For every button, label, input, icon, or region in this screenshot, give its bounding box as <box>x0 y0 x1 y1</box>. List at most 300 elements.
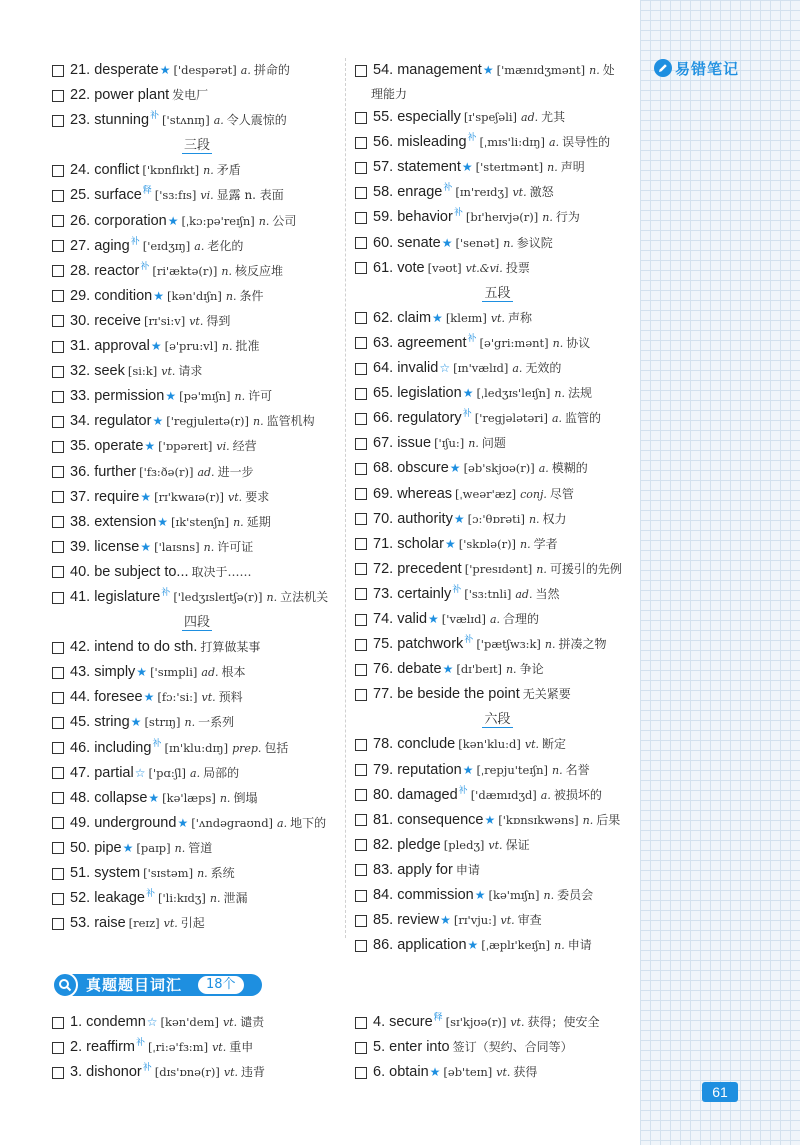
entry-part-of-speech: vt. <box>201 691 216 705</box>
entry-phonetic: ['ɒpəreɪt] <box>158 439 213 454</box>
checkbox-icon <box>52 742 64 754</box>
entry-phonetic: [ˌkɔ:pə'reɪʃn] <box>181 213 255 228</box>
entry-word: collapse <box>94 789 148 806</box>
vocab-entry <box>52 836 342 861</box>
entry-part-of-speech: n. <box>234 390 246 404</box>
entry-word: legislature <box>94 588 161 605</box>
entry-meaning: 激怒 <box>529 185 554 200</box>
real-exam-column-left <box>52 1010 342 1085</box>
entry-number: 29. <box>70 287 91 304</box>
entry-number: 53. <box>70 915 91 932</box>
entry-number: 48. <box>70 789 91 806</box>
entry-word: condemn <box>86 1014 146 1030</box>
vocab-entry <box>355 231 640 256</box>
checkbox-icon <box>52 642 64 654</box>
entry-mark-icon: ★ <box>461 160 473 175</box>
checkbox-icon <box>355 588 367 600</box>
entry-number: 35. <box>70 438 91 455</box>
entry-meaning: 请求 <box>178 364 203 379</box>
entry-part-of-speech: n. <box>174 841 186 855</box>
entry-word: receive <box>94 312 141 329</box>
entry-phonetic: ['kɒnsɪkwəns] <box>498 812 579 827</box>
entry-part-of-speech: n. <box>233 515 244 529</box>
entry-phonetic: ['ɪʃu:] <box>434 436 465 451</box>
entry-meaning: 尤其 <box>541 110 566 125</box>
checkbox-icon <box>52 918 64 930</box>
vocab-entry <box>355 682 640 707</box>
vocab-entry <box>52 409 342 434</box>
checkbox-icon <box>52 893 64 905</box>
entry-phonetic: [əb'skjʊə(r)] <box>463 461 535 476</box>
vocab-entry <box>355 808 640 833</box>
entry-part-of-speech: n. <box>543 889 555 902</box>
entry-number: 86. <box>373 937 394 954</box>
entry-part-of-speech: vt. <box>490 311 505 325</box>
entry-word: management <box>397 62 482 78</box>
entry-mark-icon: 补 <box>146 888 156 899</box>
entry-word: operate <box>94 438 144 455</box>
entry-part-of-speech: n. <box>468 437 479 451</box>
entry-mark-icon: ★ <box>152 414 164 429</box>
entry-part-of-speech: vt. <box>189 314 204 328</box>
checkbox-icon <box>52 391 64 403</box>
entry-word: including <box>94 739 152 756</box>
entry-number: 2. <box>70 1039 83 1056</box>
entry-number: 1. <box>70 1014 83 1030</box>
entry-number: 3. <box>70 1064 83 1081</box>
entry-word: consequence <box>397 811 484 828</box>
entry-number: 41. <box>70 588 91 605</box>
entry-number: 47. <box>70 764 91 781</box>
entry-phonetic: [ɪn'klu:dɪŋ] <box>164 740 229 755</box>
entry-word: intend to do sth. <box>94 639 198 656</box>
entry-part-of-speech: a. <box>240 64 251 77</box>
entry-meaning: 引起 <box>180 916 205 931</box>
entry-number: 39. <box>70 538 91 555</box>
vocab-entry <box>52 359 342 384</box>
entry-number: 71. <box>373 535 394 552</box>
entry-meaning: 预料 <box>218 690 243 705</box>
entry-word: system <box>94 865 141 881</box>
entry-number: 36. <box>70 463 91 480</box>
checkbox-icon <box>52 416 64 428</box>
vocab-entry <box>52 460 342 485</box>
checkbox-icon <box>355 388 367 400</box>
entry-part-of-speech: a. <box>277 816 288 830</box>
entry-phonetic: ['sɜ:fɪs] <box>154 188 197 203</box>
entry-mark-icon: ★ <box>140 539 152 554</box>
entry-number: 77. <box>373 686 394 703</box>
entry-number: 62. <box>373 309 394 326</box>
checkbox-icon <box>355 839 367 851</box>
entry-meaning: 违背 <box>241 1065 266 1080</box>
entry-part-of-speech: ad. <box>521 111 539 125</box>
entry-mark-icon: ★ <box>449 461 461 476</box>
entry-part-of-speech: vt. <box>524 738 539 752</box>
entry-phonetic: ['senət] <box>455 235 500 250</box>
entry-part-of-speech: n. <box>536 562 547 576</box>
vocab-entry <box>355 507 640 532</box>
vocab-entry <box>355 130 640 155</box>
entry-number: 68. <box>373 460 394 477</box>
entry-phonetic: [dɪs'ɒnə(r)] <box>154 1065 220 1080</box>
checkbox-icon <box>355 1042 367 1054</box>
entry-part-of-speech: ad. <box>515 587 533 601</box>
entry-word: power plant <box>94 87 170 104</box>
entry-number: 75. <box>373 636 394 653</box>
entry-number: 30. <box>70 312 91 329</box>
entry-meaning: 显露 n. 表面 <box>216 188 284 203</box>
entry-meaning: 签订（契约、合同等） <box>452 1040 573 1055</box>
vocab-entry <box>52 535 342 560</box>
checkbox-icon <box>355 513 367 525</box>
vocab-entry <box>52 510 342 535</box>
entry-mark-icon: 补 <box>458 784 468 795</box>
entry-mark-icon: ★ <box>444 536 456 551</box>
entry-phonetic: [paɪp] <box>136 840 171 855</box>
entry-number: 51. <box>70 865 91 881</box>
entry-meaning: 管道 <box>188 840 213 855</box>
checkbox-icon <box>355 65 367 77</box>
vocab-entry <box>355 1060 640 1085</box>
entry-word: condition <box>94 287 153 304</box>
entry-part-of-speech: a. <box>190 766 201 780</box>
entry-word: behavior <box>397 209 453 226</box>
entry-word: approval <box>94 338 150 355</box>
entry-word: permission <box>94 388 165 405</box>
entry-mark-icon: 补 <box>142 1062 152 1073</box>
vocab-entry <box>52 761 342 786</box>
vocab-entry <box>355 632 640 657</box>
entry-phonetic: [si:k] <box>127 364 158 379</box>
entry-phonetic: [rɪ'vju:] <box>453 913 497 928</box>
entry-part-of-speech: n. <box>253 415 264 429</box>
entry-part-of-speech: a. <box>489 612 501 626</box>
vocab-entry <box>355 406 640 431</box>
entry-mark-icon: ★ <box>140 489 152 504</box>
entry-part-of-speech: n. <box>266 590 278 604</box>
checkbox-icon <box>52 65 64 77</box>
entry-mark-icon: ★ <box>462 386 474 401</box>
vocab-entry <box>355 356 640 381</box>
entry-word: application <box>397 937 467 954</box>
vocab-entry <box>355 532 640 557</box>
checkbox-icon <box>355 639 367 651</box>
entry-part-of-speech: vt. <box>228 490 243 504</box>
vocab-entry <box>52 83 342 108</box>
entry-mark-icon: ★ <box>442 662 454 677</box>
vocab-entry <box>52 284 342 309</box>
checkbox-icon <box>355 488 367 500</box>
entry-part-of-speech: n. <box>544 638 556 652</box>
checkbox-icon <box>52 315 64 327</box>
magnifier-icon <box>52 972 78 998</box>
vocab-entry <box>52 259 342 284</box>
entry-meaning: 延期 <box>246 514 271 529</box>
entry-mark-icon: ★ <box>130 715 142 730</box>
checkbox-icon <box>355 915 367 927</box>
checkbox-icon <box>355 890 367 902</box>
entry-word: debate <box>397 661 442 678</box>
entry-part-of-speech: vt. <box>161 365 176 379</box>
entry-word: aging <box>94 237 130 254</box>
entry-number: 4. <box>373 1014 386 1030</box>
entry-phonetic: [ɪk'stenʃn] <box>171 514 230 529</box>
entry-number: 57. <box>373 159 394 176</box>
vocab-entry <box>355 883 640 908</box>
entry-meaning: 包括 <box>264 740 289 755</box>
entry-mark-icon: ★ <box>467 938 479 953</box>
entry-phonetic: ['mænɪdʒmənt] <box>496 63 586 77</box>
entry-phonetic: ['ledʒɪsleɪtʃə(r)] <box>173 589 263 604</box>
entry-number: 78. <box>373 736 394 753</box>
entry-number: 43. <box>70 664 91 681</box>
entry-meaning: 模糊的 <box>551 461 588 476</box>
checkbox-icon <box>52 667 64 679</box>
entry-part-of-speech: n. <box>258 214 270 228</box>
checkbox-icon <box>52 1067 64 1079</box>
entry-phonetic: [vəʊt] <box>427 260 462 275</box>
entry-meaning: 获得 <box>513 1065 538 1080</box>
entry-meaning: 无关紧要 <box>522 687 571 702</box>
entry-meaning: 许可 <box>248 389 273 404</box>
entry-mark-icon: ★ <box>167 213 179 228</box>
vocab-entry <box>52 685 342 710</box>
entry-phonetic: ['kɒnflɪkt] <box>142 163 200 178</box>
entry-word: seek <box>94 363 125 380</box>
real-exam-banner <box>52 972 266 998</box>
entry-number: 37. <box>70 488 91 505</box>
section-heading-text: 五段 <box>484 285 511 301</box>
entry-part-of-speech: vt. <box>496 1066 511 1080</box>
entry-number: 49. <box>70 814 91 831</box>
entry-mark-icon: 补 <box>462 408 472 419</box>
entry-meaning: 地下的 <box>290 815 327 830</box>
entry-meaning: 条件 <box>239 288 264 303</box>
entry-word: string <box>94 714 130 731</box>
entry-meaning: 尽管 <box>549 486 574 501</box>
checkbox-icon <box>52 1042 64 1054</box>
entry-part-of-speech: n. <box>589 64 600 77</box>
entry-meaning: 参议院 <box>516 235 553 250</box>
entry-meaning: 令人震惊的 <box>226 113 287 128</box>
entry-part-of-speech: n. <box>542 211 553 225</box>
checkbox-icon <box>355 463 367 475</box>
entry-phonetic: [fɔ:'si:] <box>157 690 198 705</box>
checkbox-icon <box>355 237 367 249</box>
checkbox-icon <box>355 664 367 676</box>
entry-meaning: 保证 <box>505 837 530 852</box>
vocab-entry <box>355 758 640 783</box>
checkbox-icon <box>355 739 367 751</box>
vocab-entry <box>52 710 342 735</box>
entry-part-of-speech: vt. <box>488 838 503 852</box>
entry-meaning: 协议 <box>566 335 591 350</box>
entry-phonetic: [ˌri:ə'fɜ:m] <box>148 1040 209 1055</box>
checkbox-icon <box>355 538 367 550</box>
vocab-entry <box>52 585 342 610</box>
entry-meaning: 权力 <box>542 511 567 526</box>
entry-word: secure <box>389 1014 433 1030</box>
entry-mark-icon: ☆ <box>439 361 451 376</box>
entry-part-of-speech: n. <box>203 164 214 178</box>
entry-meaning: 取决于…… <box>191 564 252 579</box>
entry-word: commission <box>397 887 474 903</box>
checkbox-icon <box>52 265 64 277</box>
entry-mark-icon: 释 <box>142 185 152 196</box>
vocab-entry <box>355 205 640 230</box>
checkbox-icon <box>355 212 367 224</box>
entry-mark-icon: 补 <box>453 207 463 218</box>
entry-number: 63. <box>373 334 394 351</box>
entry-part-of-speech: vt. <box>510 1016 525 1029</box>
entry-part-of-speech: a. <box>540 788 551 802</box>
vocab-entry <box>355 607 640 632</box>
entry-word: damaged <box>397 786 458 803</box>
entry-word: reactor <box>94 262 140 279</box>
entry-meaning: 拼命的 <box>253 63 290 77</box>
note-strip <box>640 0 800 1145</box>
checkbox-icon <box>52 817 64 829</box>
entry-phonetic: [ə'pru:vl] <box>164 339 218 354</box>
entry-number: 27. <box>70 237 91 254</box>
vocab-entry <box>355 331 640 356</box>
entry-phonetic: [ɪn'vælɪd] <box>453 361 509 376</box>
vocab-entry <box>52 309 342 334</box>
entry-meaning: 进一步 <box>217 464 254 479</box>
entry-meaning: 问题 <box>481 436 506 451</box>
entry-mark-icon: ☆ <box>146 1015 158 1029</box>
entry-meaning: 声称 <box>507 310 532 325</box>
entry-number: 46. <box>70 739 91 756</box>
section-heading <box>355 707 640 732</box>
entry-meaning: 许可证 <box>217 539 254 554</box>
checkbox-icon <box>355 814 367 826</box>
entry-number: 24. <box>70 162 91 179</box>
entry-word: agreement <box>397 334 467 351</box>
entry-word: especially <box>397 109 461 126</box>
entry-word: whereas <box>397 485 453 502</box>
entry-phonetic: ['skɒlə(r)] <box>458 536 517 551</box>
vocab-entry <box>52 911 342 936</box>
entry-word: misleading <box>397 134 467 151</box>
entry-meaning: 声明 <box>560 160 585 175</box>
entry-word: stunning <box>94 112 150 129</box>
checkbox-icon <box>52 592 64 604</box>
entry-word: invalid <box>397 360 439 377</box>
checkbox-icon <box>52 290 64 302</box>
checkbox-icon <box>52 868 64 880</box>
entry-part-of-speech: vi. <box>216 440 230 454</box>
checkbox-icon <box>355 112 367 124</box>
entry-number: 26. <box>70 212 91 229</box>
entry-word: desperate <box>94 62 159 78</box>
entry-phonetic: ['eɪdʒɪŋ] <box>142 238 191 253</box>
checkbox-icon <box>355 337 367 349</box>
entry-word: patchwork <box>397 636 464 653</box>
entry-part-of-speech: n. <box>552 763 563 777</box>
entry-word: pipe <box>94 839 122 856</box>
checkbox-icon <box>52 366 64 378</box>
entry-phonetic: ['steɪtmənt] <box>475 160 544 175</box>
vocab-entry <box>52 811 342 836</box>
vocab-entry <box>52 209 342 234</box>
entry-phonetic: [kən'dɪʃn] <box>167 288 222 303</box>
entry-number: 59. <box>373 209 394 226</box>
vocab-entry <box>355 908 640 933</box>
checkbox-icon <box>355 162 367 174</box>
vocab-entry <box>52 1035 342 1060</box>
entry-mark-icon: ★ <box>159 63 171 77</box>
entry-mark-icon: ★ <box>484 812 496 827</box>
checkbox-icon <box>355 689 367 701</box>
entry-meaning: 监管的 <box>565 411 602 426</box>
entry-phonetic: [kən'dem] <box>160 1015 219 1029</box>
checkbox-icon <box>52 692 64 704</box>
vocab-entry <box>52 108 342 133</box>
entry-meaning: 可援引的先例 <box>549 561 622 576</box>
checkbox-icon <box>52 165 64 177</box>
checkbox-icon <box>355 764 367 776</box>
entry-word: license <box>94 538 140 555</box>
entry-part-of-speech: conj. <box>520 487 547 501</box>
entry-mark-icon: ★ <box>148 790 160 805</box>
entry-word: authority <box>397 510 453 527</box>
entry-number: 83. <box>373 861 394 878</box>
entry-meaning: 系统 <box>210 866 235 880</box>
entry-phonetic: [kə'læps] <box>162 790 216 805</box>
entry-meaning: 局部的 <box>203 765 240 780</box>
entry-part-of-speech: n. <box>203 540 215 554</box>
entry-phonetic: ['laɪsns] <box>154 539 200 554</box>
entry-mark-icon: 补 <box>467 332 477 343</box>
checkbox-icon <box>52 1017 64 1029</box>
section-heading <box>52 610 342 635</box>
note-label: 易错笔记 <box>675 59 740 78</box>
entry-word: enter into <box>389 1039 450 1056</box>
entry-phonetic: [əb'teɪn] <box>443 1065 493 1080</box>
entry-number: 80. <box>373 786 394 803</box>
entry-number: 54. <box>373 62 394 78</box>
checkbox-icon <box>52 190 64 202</box>
entry-part-of-speech: ad. <box>197 465 215 479</box>
entry-part-of-speech: vt. <box>500 914 515 928</box>
entry-part-of-speech: n. <box>582 813 594 827</box>
vocab-entry <box>52 234 342 259</box>
entry-meaning: 行为 <box>555 210 580 225</box>
entry-number: 61. <box>373 259 394 276</box>
entry-number: 73. <box>373 585 394 602</box>
entry-meaning: 申请 <box>455 862 480 877</box>
entry-number: 70. <box>373 510 394 527</box>
checkbox-icon <box>355 614 367 626</box>
entry-phonetic: ['presɪdənt] <box>464 561 533 576</box>
entry-phonetic: [sɪ'kjʊə(r)] <box>445 1015 507 1029</box>
vocab-entry <box>355 155 640 180</box>
vocab-entry <box>52 861 342 886</box>
entry-meaning: 误导性的 <box>562 135 611 150</box>
entry-meaning: 矛盾 <box>216 163 241 178</box>
entry-phonetic: ['regjələtəri] <box>474 411 548 426</box>
entry-meaning: 处 <box>602 63 615 77</box>
entry-word: further <box>94 463 137 480</box>
vocab-entry <box>355 732 640 757</box>
entry-number: 40. <box>70 563 91 580</box>
entry-word: regulator <box>94 413 152 430</box>
checkbox-icon <box>52 541 64 553</box>
entry-meaning: 委员会 <box>557 888 594 902</box>
entry-number: 42. <box>70 639 91 656</box>
